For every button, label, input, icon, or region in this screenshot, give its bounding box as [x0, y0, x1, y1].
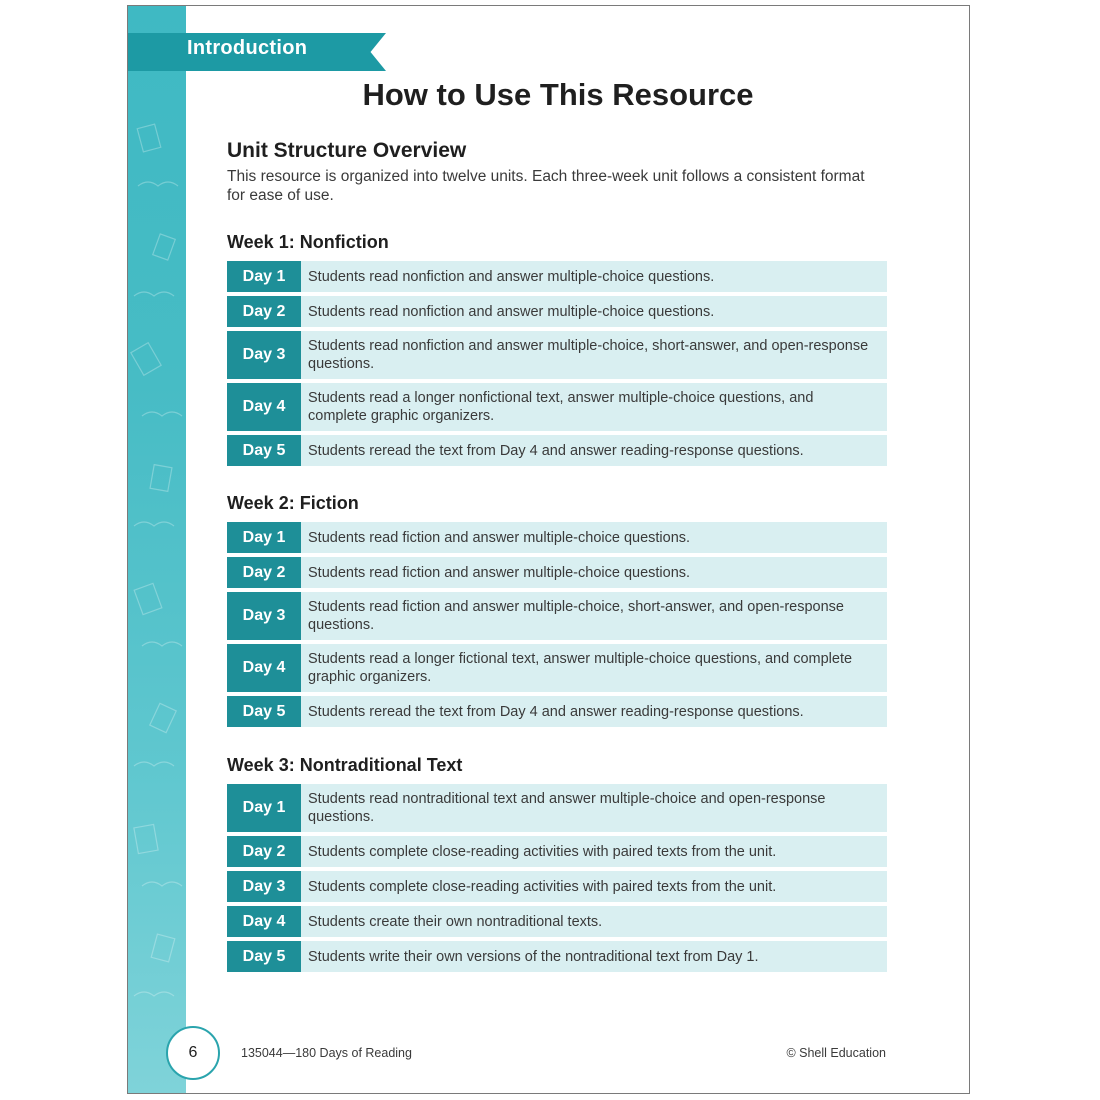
day-label: Day 1 — [227, 522, 301, 553]
day-label: Day 4 — [227, 383, 301, 431]
day-description: Students read nontraditional text and answer multiple-choice and open-response questions. — [308, 791, 826, 825]
day-description: Students read nonfiction and answer multiple-choice, short-answer, and open-response questions. — [308, 338, 869, 372]
day-description: Students read fiction and answer multiple-choice, short-answer, and open-response questions. — [308, 599, 844, 633]
decorative-side-strip — [128, 6, 186, 1093]
day-row — [227, 331, 887, 379]
main-content — [227, 139, 887, 965]
day-table — [227, 261, 887, 466]
day-row — [227, 644, 887, 692]
day-label: Day 5 — [227, 696, 301, 727]
day-row — [227, 836, 887, 867]
day-description: Students read fiction and answer multiple-choice questions. — [308, 529, 691, 546]
day-table — [227, 522, 887, 727]
day-row — [227, 784, 887, 832]
day-row — [227, 557, 887, 588]
day-description: Students create their own nontraditional texts. — [308, 913, 603, 930]
book-pattern-decoration — [128, 6, 186, 1093]
day-description: Students read a longer nonfictional text, answer multiple-choice questions, and complete graphic organizers. — [308, 390, 814, 424]
week-3-section — [227, 755, 887, 976]
day-label: Day 2 — [227, 296, 301, 327]
day-row — [227, 941, 887, 972]
day-label: Day 2 — [227, 557, 301, 588]
day-row — [227, 696, 887, 727]
day-description: Students write their own versions of the nontraditional text from Day 1. — [308, 948, 759, 965]
day-description: Students reread the text from Day 4 and answer reading-response questions. — [308, 442, 804, 459]
day-row — [227, 906, 887, 937]
day-description: Students read fiction and answer multiple-choice questions. — [308, 564, 691, 581]
overview-text: This resource is organized into twelve units. Each three-week unit follows a consistent format for ease of use. — [227, 168, 865, 204]
day-label: Day 3 — [227, 331, 301, 379]
day-label: Day 4 — [227, 644, 301, 692]
day-description: Students read nonfiction and answer multiple-choice questions. — [308, 303, 715, 320]
overview-heading: Unit Structure Overview — [227, 139, 467, 162]
week-heading: Week 2: Fiction — [227, 493, 359, 513]
footer-book-id: 135044—180 Days of Reading — [241, 1046, 412, 1060]
day-label: Day 1 — [227, 261, 301, 292]
day-label: Day 3 — [227, 592, 301, 640]
day-row — [227, 383, 887, 431]
section-tab-label: Introduction — [187, 37, 308, 59]
week-heading: Week 3: Nontraditional Text — [227, 755, 463, 775]
day-description: Students reread the text from Day 4 and answer reading-response questions. — [308, 703, 804, 720]
day-label: Day 3 — [227, 871, 301, 902]
document-page — [127, 5, 970, 1094]
day-label: Day 2 — [227, 836, 301, 867]
day-description: Students read a longer fictional text, answer multiple-choice questions, and complete graphic organizers. — [308, 651, 853, 685]
day-label: Day 4 — [227, 906, 301, 937]
week-heading: Week 1: Nonfiction — [227, 232, 389, 252]
week-1-section — [227, 232, 887, 470]
page-number: 6 — [166, 1026, 220, 1080]
page-title: How to Use This Resource — [362, 77, 754, 112]
day-description: Students complete close-reading activities with paired texts from the unit. — [308, 878, 777, 895]
footer-publisher: © Shell Education — [786, 1046, 886, 1060]
day-row — [227, 261, 887, 292]
day-description: Students complete close-reading activities with paired texts from the unit. — [308, 843, 777, 860]
day-row — [227, 871, 887, 902]
week-2-section — [227, 493, 887, 731]
day-label: Day 5 — [227, 435, 301, 466]
day-row — [227, 435, 887, 466]
day-table — [227, 784, 887, 972]
day-label: Day 5 — [227, 941, 301, 972]
day-description: Students read nonfiction and answer multiple-choice questions. — [308, 268, 715, 285]
day-row — [227, 522, 887, 553]
day-row — [227, 592, 887, 640]
day-label: Day 1 — [227, 784, 301, 832]
day-row — [227, 296, 887, 327]
